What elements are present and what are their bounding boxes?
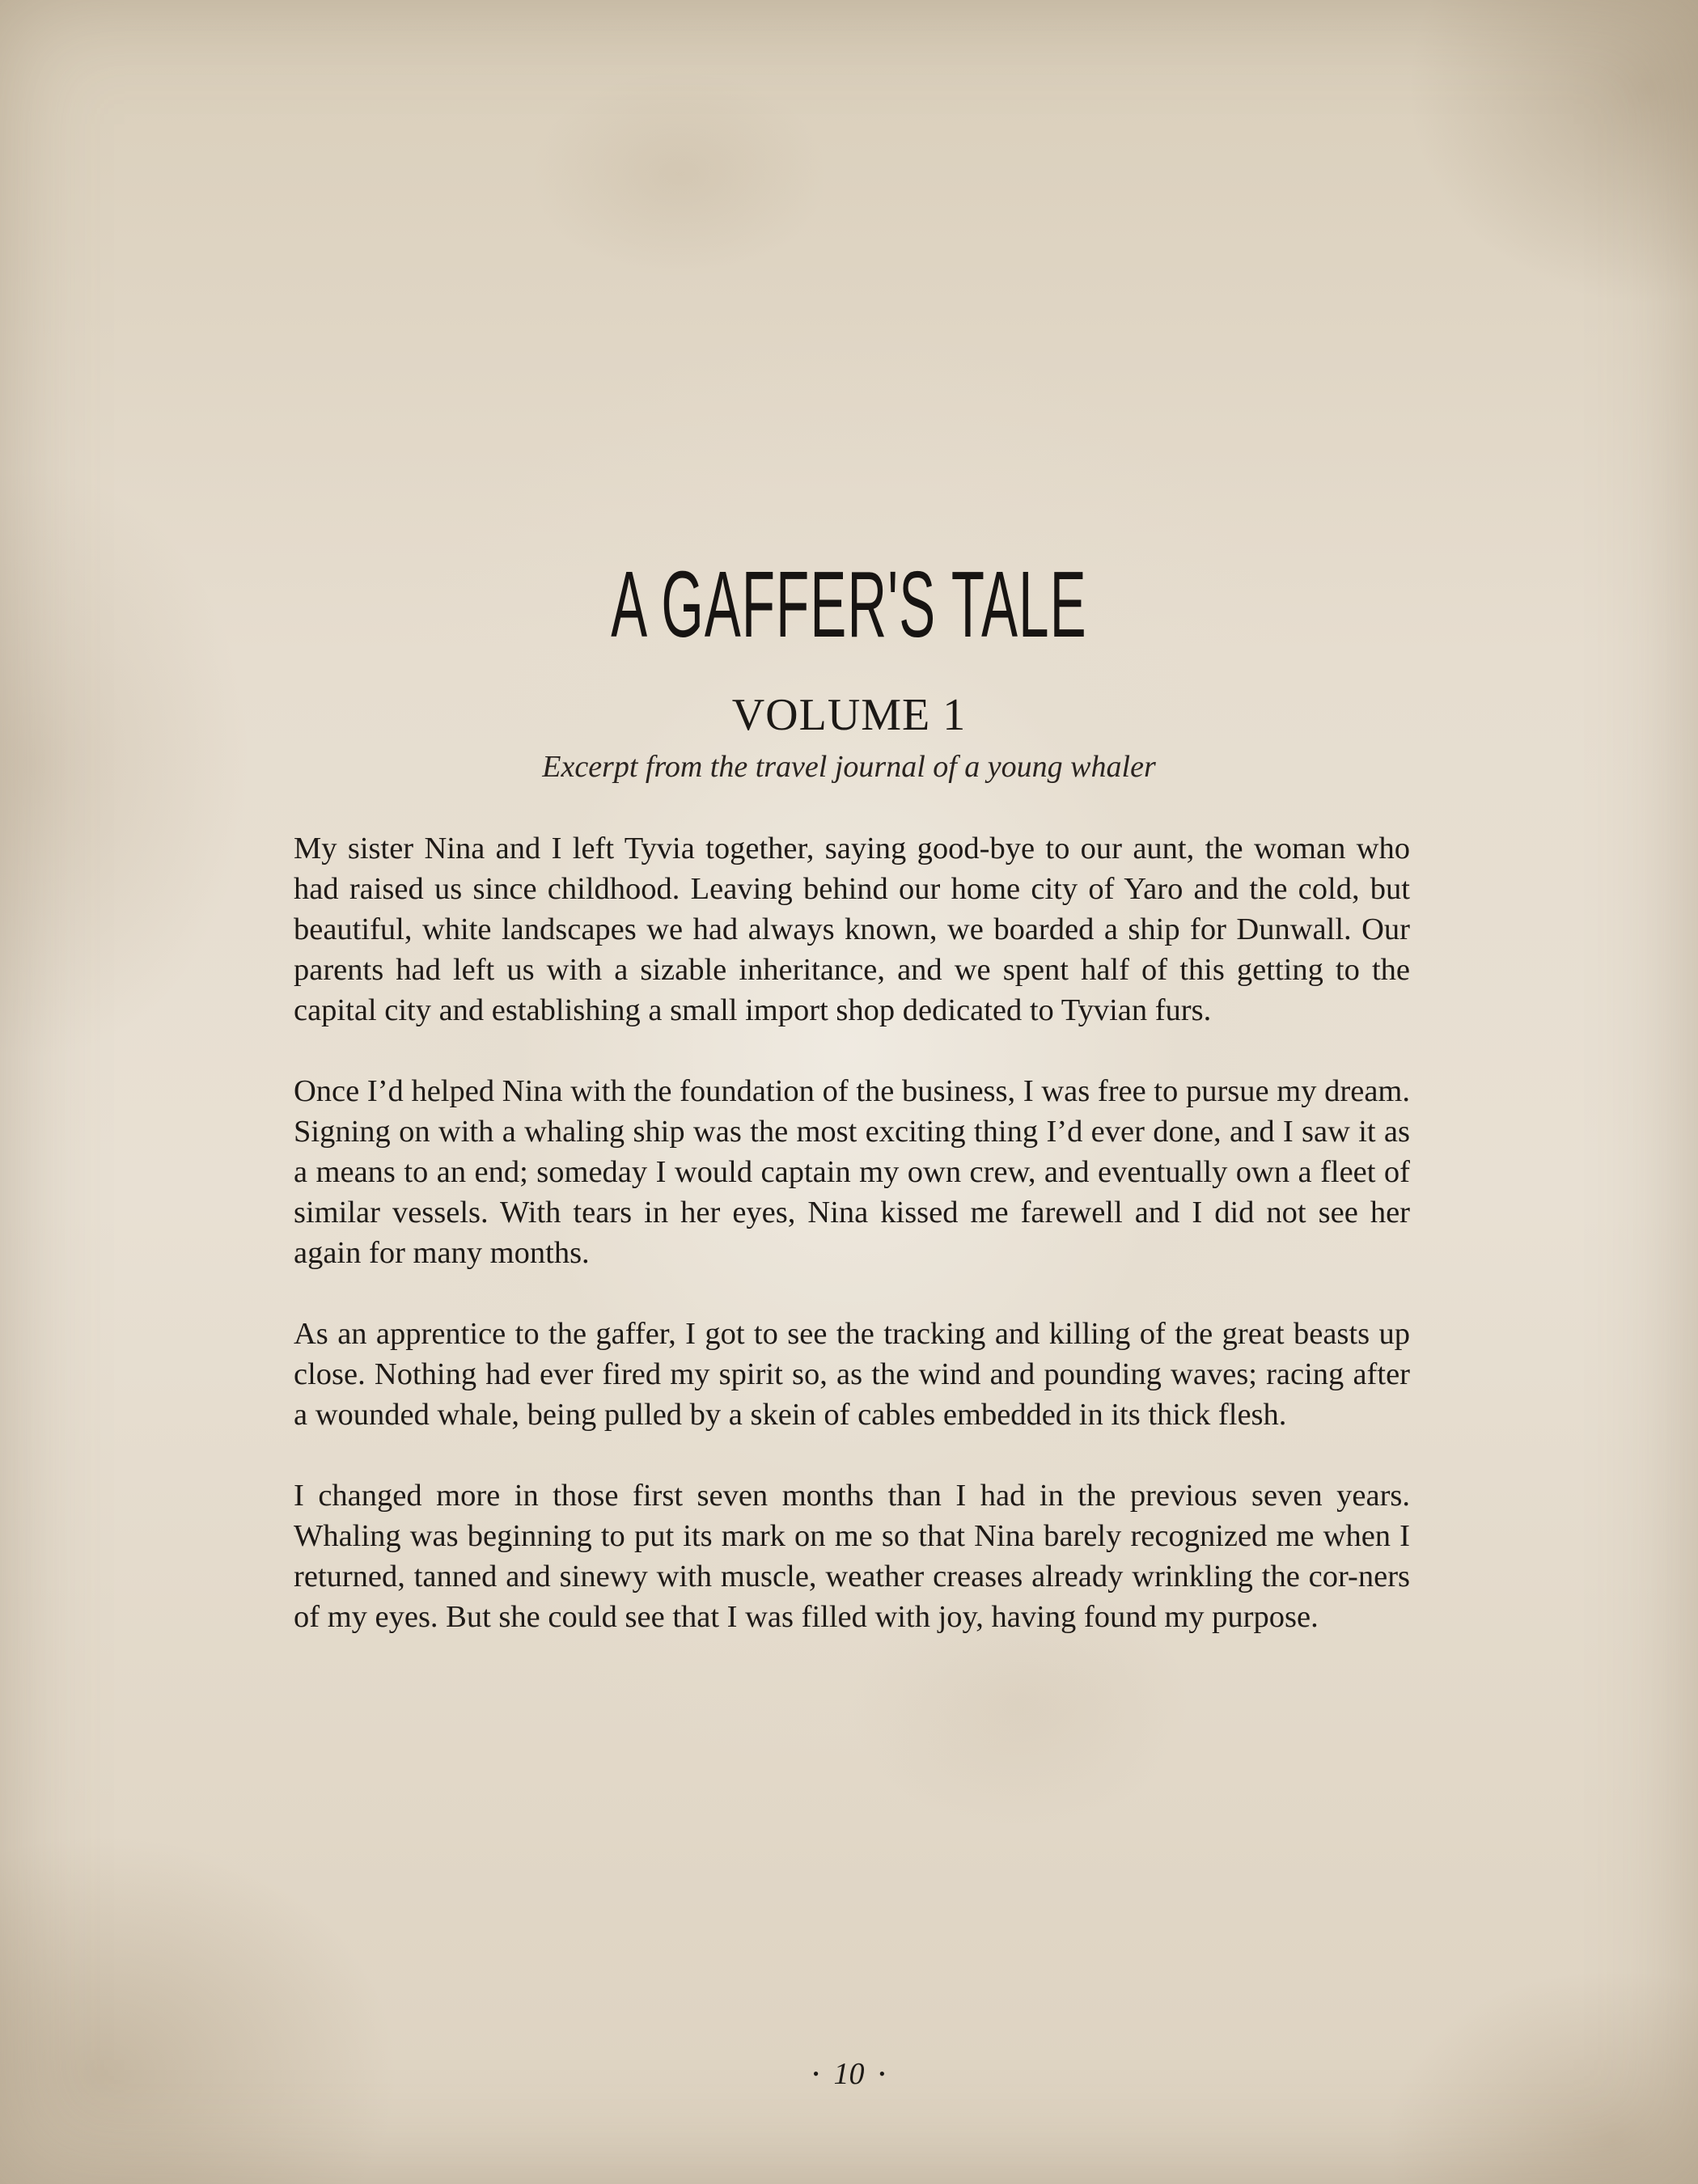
- document-title: A GAFFER'S TALE: [611, 552, 1087, 657]
- paragraph-4: I changed more in those first seven months than I had in the previous seven years. Whaling was beginning to put its mark on me so that Nina barely recognized me when I returned, tanned and sinewy with muscle, weather creases already wrinkling the cor-ners of my eyes. But she could see that I was filled with joy, having found my purpose.: [294, 1479, 1410, 1634]
- excerpt-subtitle: Excerpt from the travel journal of a young whaler: [542, 750, 1156, 784]
- paragraph-2: Once I’d helped Nina with the foundation of the business, I was free to pursue my dream. Signing on with a whaling ship was the most exciting thing I’d ever done, and I saw it as a means to an end; someday I would captain my own crew, and eventually own a fleet of similar vessels. With tears in her eyes, Nina kissed me farewell and I did not see her again for many months.: [294, 1074, 1410, 1270]
- volume-heading: VOLUME 1: [731, 690, 967, 740]
- ornament-right-icon: •: [879, 2063, 886, 2084]
- paragraph-1: My sister Nina and I left Tyvia together, saying good-bye to our aunt, the woman who had raised us since childhood. Leaving behind our home city of Yaro and the cold, but beautiful, white landscapes we had always known, we boarded a ship for Dunwall. Our parents had left us with a sizable inheritance, and we spent half of this getting to the capital city and establishing a small import shop dedicated to Tyvian furs.: [294, 832, 1410, 1027]
- journal-body: [294, 828, 1410, 1678]
- ornament-left-icon: •: [812, 2063, 819, 2084]
- page-number: 10: [833, 2057, 865, 2091]
- page-footer: [0, 2056, 1698, 2092]
- paragraph-3: As an apprentice to the gaffer, I got to see the tracking and killing of the great beasts up close. Nothing had ever fired my spirit so, as the wind and pounding waves; racing after a wounded whale, being pulled by a skein of cables embedded in its thick flesh.: [294, 1317, 1410, 1432]
